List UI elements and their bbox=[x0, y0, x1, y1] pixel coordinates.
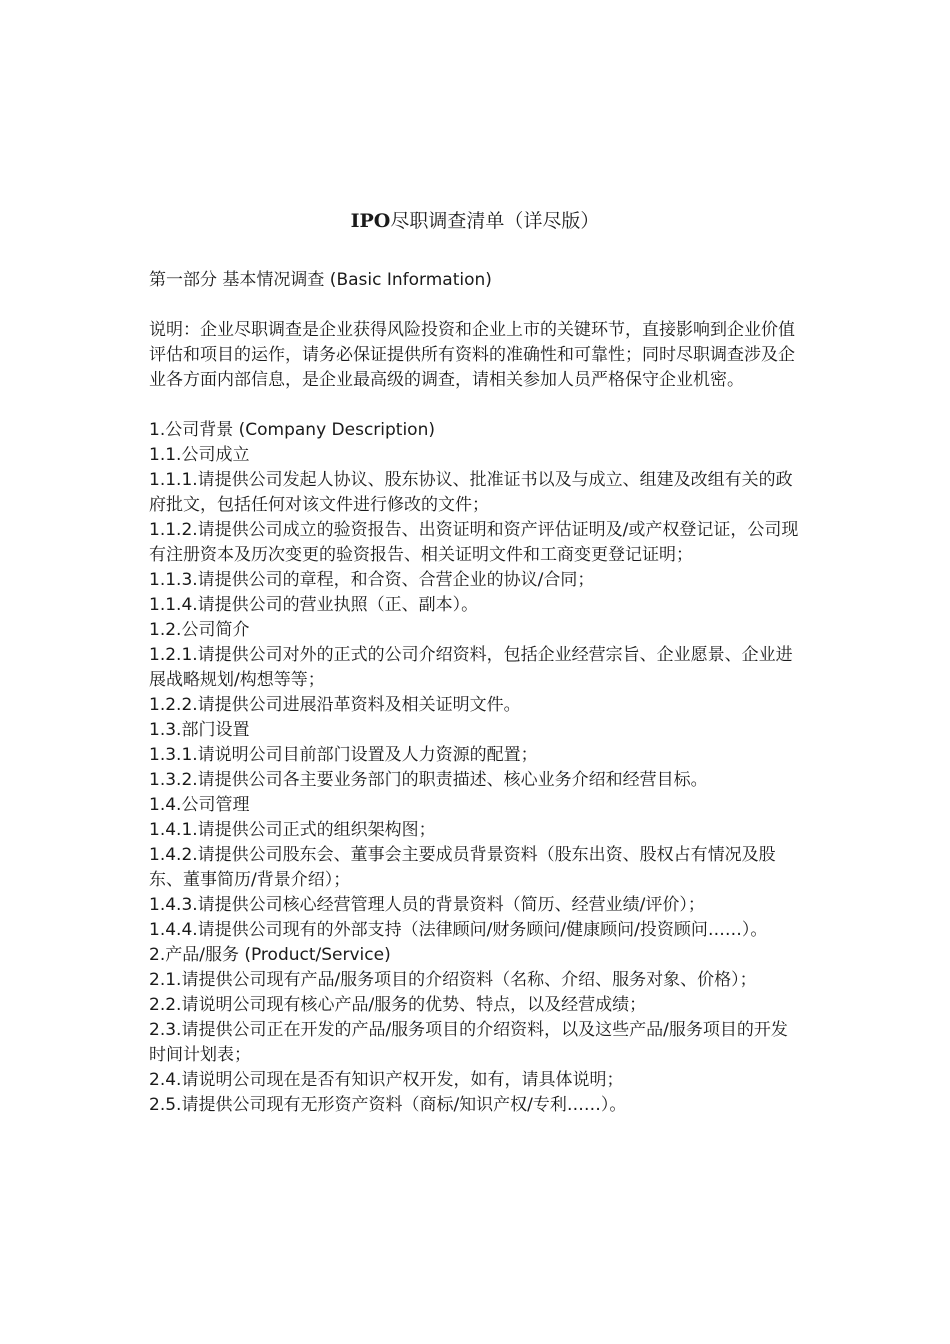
list-item: 2.4.请说明公司现在是否有知识产权开发，如有，请具体说明； bbox=[149, 1070, 624, 1090]
list-item: 1.2.公司简介 bbox=[149, 620, 250, 640]
list-item: 1.4.3.请提供公司核心经营管理人员的背景资料（简历、经营业绩/评价）； bbox=[149, 895, 705, 915]
list-item: 2.3.请提供公司正在开发的产品/服务项目的介绍资料，以及这些产品/服务项目的开发时间计划表； bbox=[149, 1020, 788, 1065]
list-item: 2.5.请提供公司现有无形资产资料（商标/知识产权/专利……）。 bbox=[149, 1095, 627, 1115]
list-item: 1.1.1.请提供公司发起人协议、股东协议、批准证书以及与成立、组建及改组有关的政府批文，包括任何对该文件进行修改的文件； bbox=[149, 470, 793, 515]
title-prefix: IPO bbox=[350, 210, 391, 232]
list-item: 1.2.2.请提供公司进展沿革资料及相关证明文件。 bbox=[149, 695, 521, 715]
list-item: 1.4.1.请提供公司正式的组织架构图； bbox=[149, 820, 436, 840]
list-item: 1.3.1.请说明公司目前部门设置及人力资源的配置； bbox=[149, 745, 538, 765]
list-item: 1.1.2.请提供公司成立的验资报告、出资证明和资产评估证明及/或产权登记证，公司现有注册资本及历次变更的验资报告、相关证明文件和工商变更登记证明； bbox=[149, 520, 799, 565]
list-item: 1.3.2.请提供公司各主要业务部门的职责描述、核心业务介绍和经营目标。 bbox=[149, 770, 708, 790]
list-item: 1.4.公司管理 bbox=[149, 795, 250, 815]
intro-paragraph: 说明：企业尽职调查是企业获得风险投资和企业上市的关键环节，直接影响到企业价值评估和项目的运作，请务必保证提供所有资料的准确性和可靠性；同时尽职调查涉及企业各方面内部信息，是企业最高级的调查，请相关参加人员严格保守企业机密。 bbox=[149, 320, 795, 390]
part-heading: 第一部分 基本情况调查 (Basic Information) bbox=[149, 270, 492, 290]
list-item: 2.产品/服务 (Product/Service) bbox=[149, 945, 391, 965]
list-item: 1.2.1.请提供公司对外的正式的公司介绍资料，包括企业经营宗旨、企业愿景、企业进展战略规划/构想等等； bbox=[149, 645, 793, 690]
document-title bbox=[0, 207, 950, 235]
document-body bbox=[149, 268, 804, 1118]
list-item: 1.1.公司成立 bbox=[149, 445, 250, 465]
list-item: 2.2.请说明公司现有核心产品/服务的优势、特点，以及经营成绩； bbox=[149, 995, 647, 1015]
list-item: 1.4.4.请提供公司现有的外部支持（法律顾问/财务顾问/健康顾问/投资顾问……）。 bbox=[149, 920, 768, 940]
list-item: 1.3.部门设置 bbox=[149, 720, 250, 740]
list-item: 1.1.3.请提供公司的章程，和合资、合营企业的协议/合同； bbox=[149, 570, 595, 590]
list-item: 1.1.4.请提供公司的营业执照（正、副本）。 bbox=[149, 595, 479, 615]
list-item: 1.公司背景 (Company Description) bbox=[149, 420, 435, 440]
list-item: 2.1.请提供公司现有产品/服务项目的介绍资料（名称、介绍、服务对象、价格）； bbox=[149, 970, 757, 990]
list-item: 1.4.2.请提供公司股东会、董事会主要成员背景资料（股东出资、股权占有情况及股东、董事简历/背景介绍）； bbox=[149, 845, 776, 890]
title-text: 尽职调查清单（详尽版） bbox=[390, 210, 600, 232]
